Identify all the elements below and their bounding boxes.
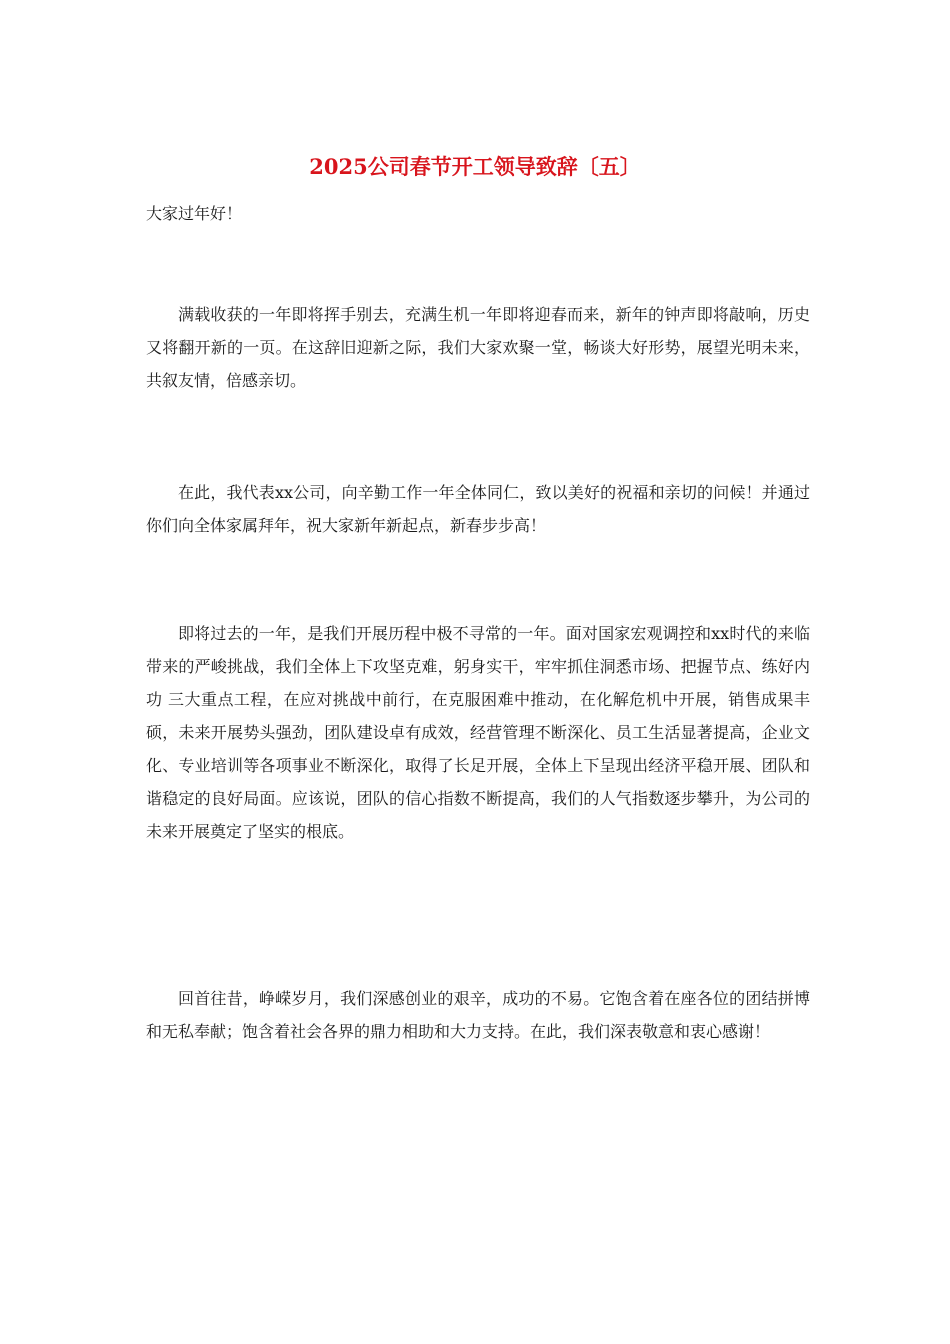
document-title: 2025公司春节开工领导致辞〔五〕 — [309, 154, 641, 179]
paragraph-4: 回首往昔，峥嵘岁月，我们深感创业的艰辛，成功的不易。它饱含着在座各位的团结拼博和无私奉献；饱含着社会各界的鼎力相助和大力支持。在此，我们深表敬意和衷心感谢！ — [146, 989, 810, 1041]
paragraph-1: 满载收获的一年即将挥手别去，充满生机一年即将迎春而来，新年的钟声即将敲响，历史又将翻开新的一页。在这辞旧迎新之际，我们大家欢聚一堂，畅谈大好形势，展望光明未来，共叙友情，倍感亲切。 — [146, 305, 810, 390]
paragraph-3: 即将过去的一年，是我们开展历程中极不寻常的一年。面对国家宏观调控和xx时代的来临带来的严峻挑战，我们全体上下攻坚克难，躬身实干，牢牢抓住洞悉市场、把握节点、练好内功 三大重点工程，在应对挑战中前行，在克服困难中推动，在化解危机中开展，销售成果丰硕，未来开展势头强劲，团队建设卓有成效，经营管理不断深化、员工生活显著提高，企业文化、专业培训等各项事业不断深化，取得了长足开展，全体上下呈现出经济平稳开展、团队和谐稳定的良好局面。应该说，团队的信心指数不断提高，我们的人气指数逐步攀升，为公司的未来开展奠定了坚实的根底。 — [146, 624, 810, 841]
greeting-text: 大家过年好！ — [146, 204, 243, 223]
paragraph-2: 在此，我代表xx公司，向辛勤工作一年全体同仁，致以美好的祝福和亲切的问候！并通过你们向全体家属拜年，祝大家新年新起点，新春步步高！ — [146, 483, 810, 535]
